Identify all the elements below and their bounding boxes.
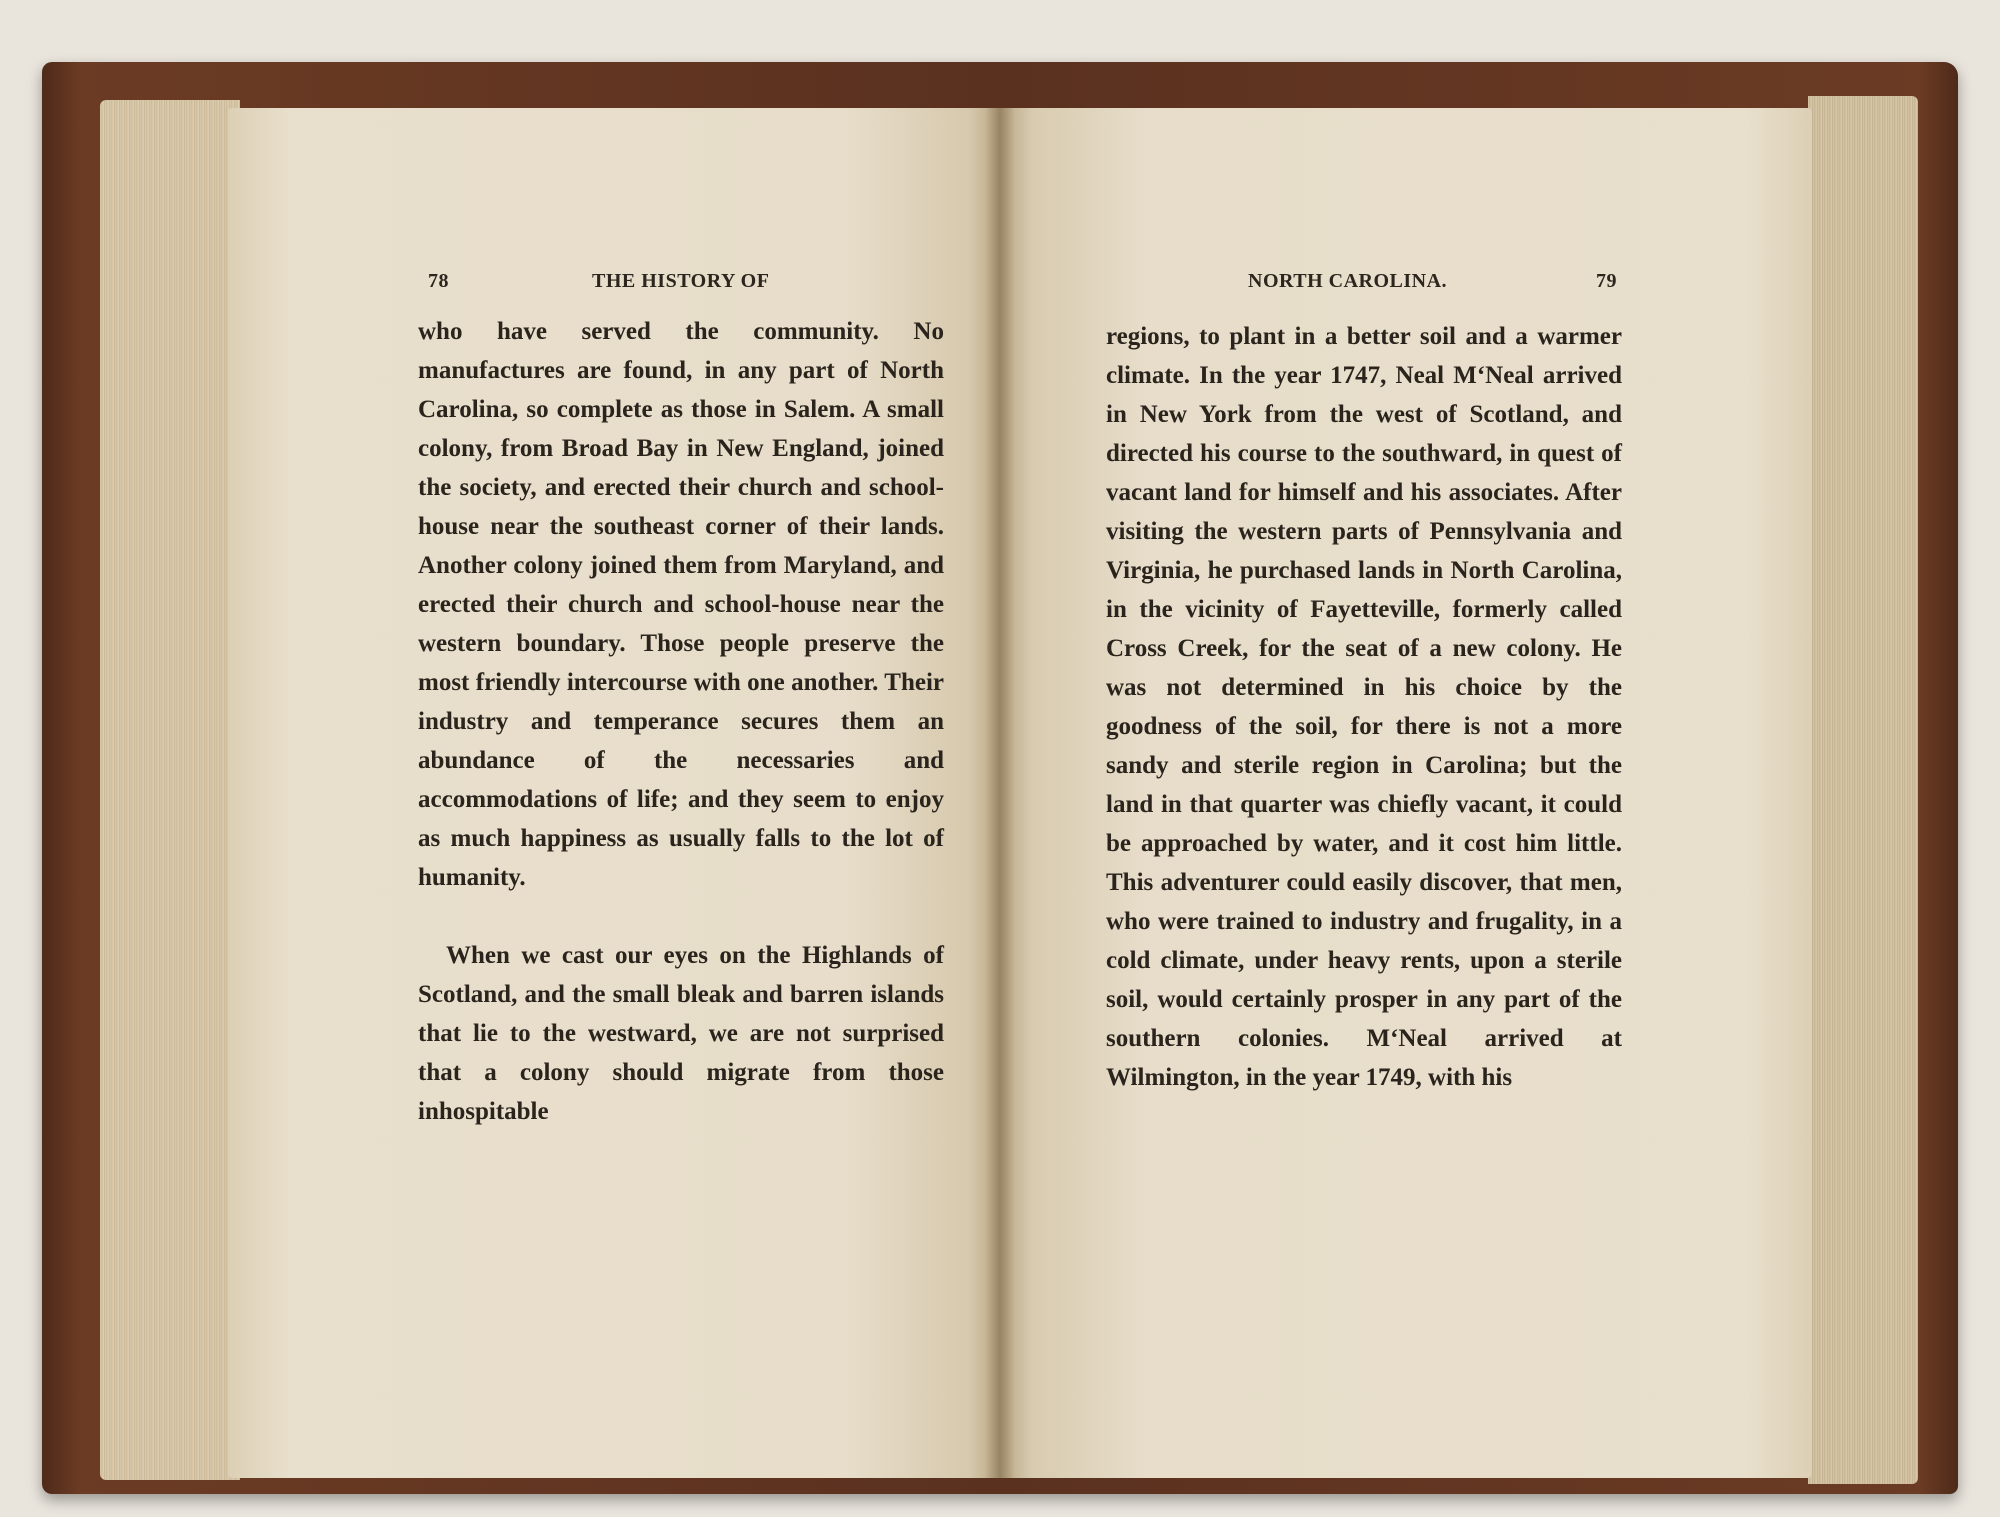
left-running-head: THE HISTORY OF bbox=[592, 270, 770, 292]
right-page-edges bbox=[1808, 96, 1918, 1484]
right-page-number: 79 bbox=[1596, 270, 1617, 292]
book-gutter bbox=[985, 108, 1015, 1478]
left-page-number: 78 bbox=[428, 270, 449, 292]
right-paragraph-1: regions, to plant in a better soil and a warmer climate. In the year 1747, Neal M‘Neal arrived in New York from the west of Scotland, and directed his course to the southward, in quest of vacant land for himself and his associates. After visiting the western parts of Pennsylvania and Virginia, he purchased lands in North Carolina, in the vicinity of Fayetteville, formerly called Cross Creek, for the seat of a new colony. He was not determined in his choice by the goodness of the soil, for there is not a more sandy and sterile region in Carolina; but the land in that quarter was chiefly vacant, it could be approached by water, and it cost him little. This adventurer could easily discover, that men, who were trained to industry and frugality, in a cold climate, under heavy rents, upon a sterile soil, would certainly prosper in any part of the southern colonies. M‘Neal arrived at Wilmington, in the year 1749, with his bbox=[1106, 323, 1622, 1091]
left-paragraph-2: When we cast our eyes on the Highlands of Scotland, and the small bleak and barren islands that lie to the westward, we are not surprised that a colony should migrate from those inhospitable bbox=[418, 942, 944, 1125]
right-page-text bbox=[1106, 317, 1622, 1097]
left-page-text bbox=[418, 312, 944, 1131]
left-page-edges bbox=[100, 100, 240, 1480]
right-running-head: NORTH CAROLINA. bbox=[1248, 270, 1448, 292]
left-paragraph-1: who have served the community. No manufactures are found, in any part of North Carolina, so complete as those in Salem. A small colony, from Broad Bay in New England, joined the society, and erected their church and school-house near the southeast corner of their lands. Another colony joined them from Maryland, and erected their church and school-house near the western boundary. Those people preserve the most friendly intercourse with one another. Their industry and temperance secures them an abundance of the necessaries and accommodations of life; and they seem to enjoy as much happiness as usually falls to the lot of humanity. bbox=[418, 318, 944, 891]
